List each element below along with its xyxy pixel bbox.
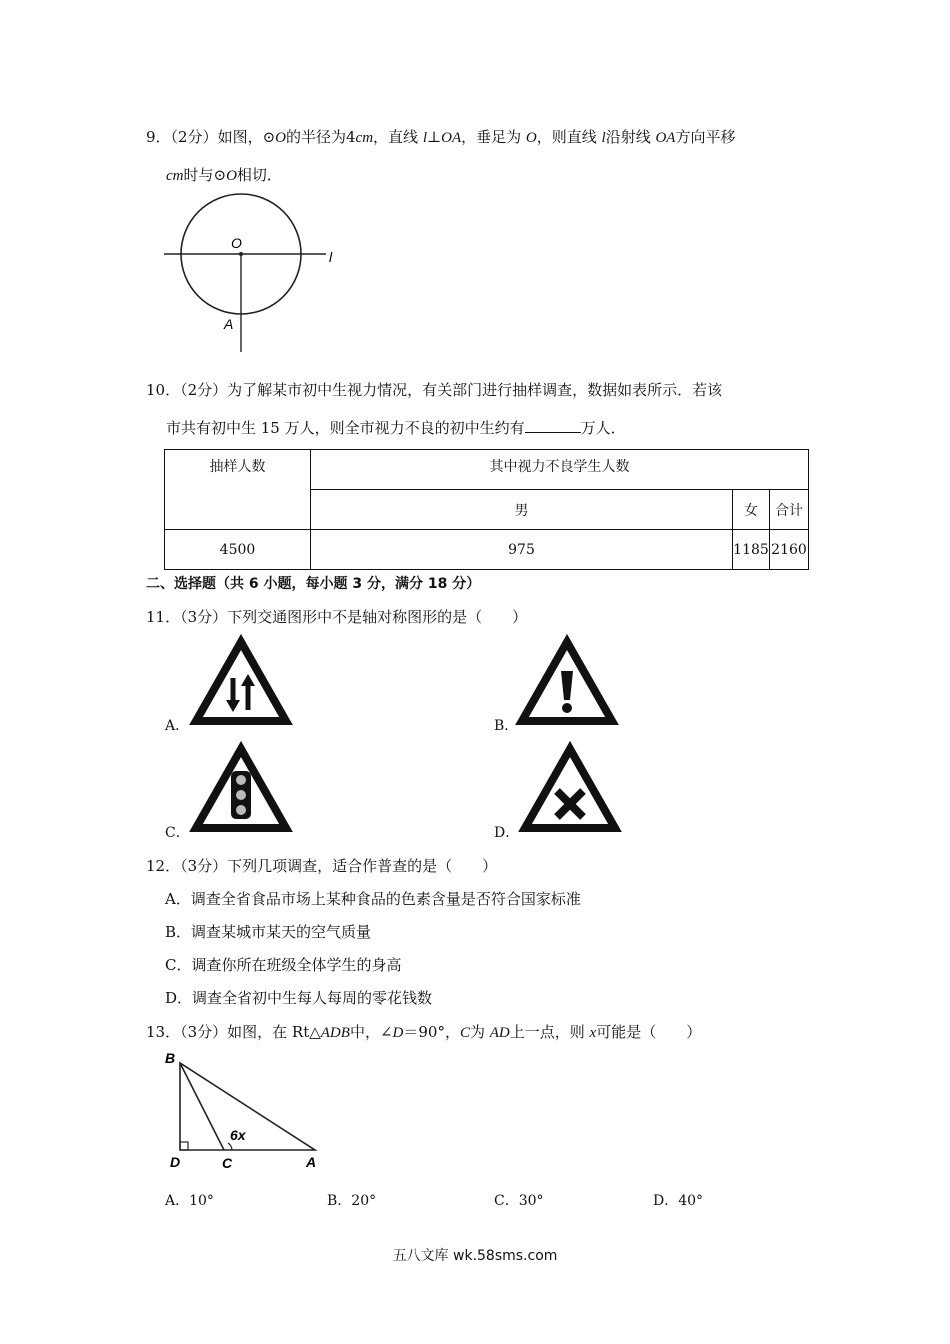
q13-triangle-figure [160,1048,335,1173]
q11-option-c-label: C． [165,825,190,841]
label-c: C [222,1155,233,1171]
q12-stem: 12．（3分）下列几项调查，适合作普查的是（ ） [146,857,498,875]
q12-option-d: D．调查全省初中生每人每周的零花钱数 [165,989,433,1007]
right-angle-mark [180,1142,188,1150]
q11-option-b-label: B． [494,718,519,734]
label-a: A [224,316,234,332]
footer-watermark: 五八文库 wk.58sms.com [392,1248,558,1264]
section-heading: 二、选择题（共 6 小题，每小题 3 分，满分 18 分） [146,576,481,592]
q13-stem: 13．（3分）如图，在 Rt△ADB中，∠D＝90°，C为 AD上一点，则 x可能是（ ） [146,1023,702,1041]
q9-stem-line1: 9．（2分）如图，⊙O的半径为4cm，直线 l⊥OA，垂足为 O，则直线 l沿射线 OA方向平移 [146,128,736,146]
center-point [239,252,243,256]
q11-option-a-label: A． [165,718,190,734]
label-d: D [170,1154,181,1170]
cell-female: 1185 [733,530,770,570]
header-total: 合计 [770,490,809,530]
q13-option-b: B．20° [327,1193,377,1209]
q9-circle-figure [160,190,350,355]
header-sample-count: 抽样人数 [165,450,311,530]
cell-sample-count: 4500 [165,530,311,570]
q13-option-d: D．40° [653,1193,704,1209]
q10-stem-line1: 10．（2分）为了解某市初中生视力情况，有关部门进行抽样调查，数据如表所示．若该 [146,381,723,399]
header-female: 女 [733,490,770,530]
label-b: B [165,1050,176,1066]
vision-data-table [164,449,809,570]
sign-exclamation [519,638,615,724]
q11-stem: 11．（3分）下列交通图形中不是轴对称图形的是（ ） [146,608,528,626]
q12-option-a: A．调查全省食品市场上某种食品的色素含量是否符合国家标准 [165,890,581,908]
angle-arc [228,1143,232,1150]
label-l: l [329,249,333,265]
q12-option-c: C．调查你所在班级全体学生的身高 [165,956,402,974]
q9-stem-line2: cm时与⊙O相切． [166,166,282,184]
q13-option-a: A．10° [165,1193,214,1209]
q11-option-d-label: D． [494,825,520,841]
sign-two-way-traffic [193,638,289,724]
q10-stem-line2: 市共有初中生 15 万人，则全市视力不良的初中生约有 万人． [166,419,626,437]
cell-male: 975 [311,530,733,570]
label-angle-6x: 6x [230,1127,246,1143]
cell-total: 2160 [770,530,809,570]
sign-traffic-light [193,745,289,831]
label-o: O [231,235,242,251]
header-poor-vision: 其中视力不良学生人数 [311,450,809,490]
q13-option-c: C．30° [494,1193,544,1209]
triangle-adb [180,1063,315,1150]
segment-bc [180,1063,224,1150]
label-a: A [306,1154,317,1170]
sign-cross [522,745,618,831]
header-male: 男 [311,490,733,530]
q12-option-b: B．调查某城市某天的空气质量 [165,923,372,941]
answer-blank [525,418,581,433]
